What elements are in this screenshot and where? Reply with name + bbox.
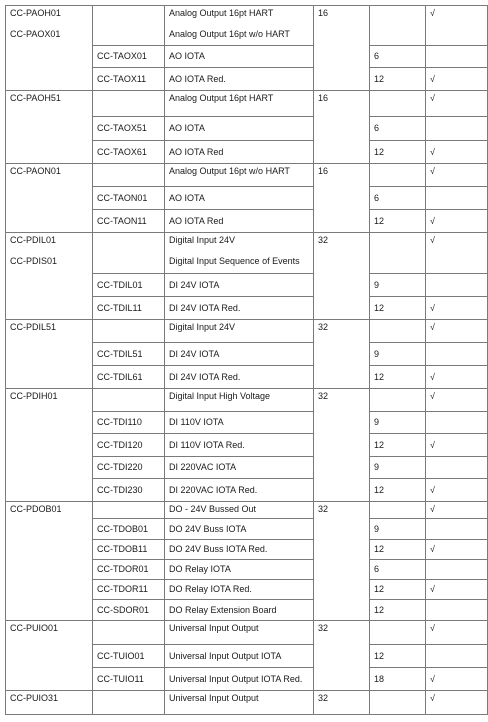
- check-mark: √: [426, 366, 488, 389]
- description: Universal Input Output IOTA: [165, 645, 314, 668]
- module-table: [5, 5, 488, 715]
- check-mark: √: [426, 233, 488, 274]
- channels-cell: 16: [314, 91, 370, 164]
- description: DI 24V IOTA: [165, 274, 314, 297]
- iota-model: CC-TAON01: [93, 187, 165, 210]
- check-cell: [426, 46, 488, 68]
- check-mark: √: [426, 691, 488, 715]
- width-cell: [370, 621, 426, 645]
- width-value: 12: [370, 580, 426, 600]
- check-mark: √: [426, 141, 488, 164]
- description: Universal Input Output IOTA Red.: [165, 668, 314, 691]
- description: DI 110V IOTA Red.: [165, 434, 314, 457]
- table-row: [6, 502, 488, 519]
- width-value: 12: [370, 645, 426, 668]
- iota-model: CC-TAOX01: [93, 46, 165, 68]
- description: DI 24V IOTA Red.: [165, 297, 314, 320]
- width-value: 9: [370, 457, 426, 479]
- check-mark: √: [426, 389, 488, 412]
- module-cell: [6, 233, 93, 320]
- description: AO IOTA: [165, 46, 314, 68]
- iota-cell: [93, 691, 165, 715]
- table-row: [6, 320, 488, 343]
- iota-model: CC-TDOR11: [93, 580, 165, 600]
- iota-cell: [93, 320, 165, 343]
- check-mark: √: [426, 668, 488, 691]
- channels-cell: 32: [314, 320, 370, 389]
- width-value: 9: [370, 274, 426, 297]
- width-cell: [370, 389, 426, 412]
- module-model: CC-PAOH51: [6, 91, 93, 164]
- iota-model: CC-TDOB01: [93, 519, 165, 540]
- table-row: [6, 6, 488, 46]
- iota-model: CC-SDOR01: [93, 600, 165, 621]
- description: AO IOTA Red: [165, 141, 314, 164]
- channels-cell: 32: [314, 502, 370, 621]
- width-cell: [370, 6, 426, 46]
- iota-model: CC-TDIL01: [93, 274, 165, 297]
- channels-cell: 32: [314, 389, 370, 502]
- iota-cell: [93, 502, 165, 519]
- iota-cell: [93, 233, 165, 274]
- width-value: 12: [370, 434, 426, 457]
- width-cell: [370, 91, 426, 117]
- module-model: CC-PUIO01: [6, 621, 93, 691]
- module-model: CC-PUIO31: [6, 691, 93, 715]
- check-cell: [426, 117, 488, 141]
- check-mark: √: [426, 91, 488, 117]
- iota-model: CC-TAOX51: [93, 117, 165, 141]
- description: Universal Input Output: [165, 621, 314, 645]
- iota-model: CC-TDI220: [93, 457, 165, 479]
- iota-model: CC-TUIO01: [93, 645, 165, 668]
- table-row: [6, 91, 488, 117]
- iota-model: CC-TDI120: [93, 434, 165, 457]
- iota-cell: [93, 6, 165, 46]
- description: DI 24V IOTA Red.: [165, 366, 314, 389]
- channels-cell: 16: [314, 6, 370, 91]
- description: AO IOTA Red: [165, 210, 314, 233]
- channels-cell: 32: [314, 691, 370, 715]
- width-value: 6: [370, 187, 426, 210]
- check-mark: √: [426, 540, 488, 560]
- description: DI 220VAC IOTA Red.: [165, 479, 314, 502]
- check-cell: [426, 560, 488, 580]
- description: DI 24V IOTA: [165, 343, 314, 366]
- description: DO Relay Extension Board: [165, 600, 314, 621]
- iota-model: CC-TDOR01: [93, 560, 165, 580]
- description: DI 220VAC IOTA: [165, 457, 314, 479]
- description: DO Relay IOTA Red.: [165, 580, 314, 600]
- iota-model: CC-TAOX11: [93, 68, 165, 91]
- check-mark: √: [426, 479, 488, 502]
- width-value: 6: [370, 46, 426, 68]
- description-cell: [165, 6, 314, 46]
- width-value: 12: [370, 600, 426, 621]
- description: Digital Input 24V: [169, 235, 236, 245]
- check-cell: [426, 457, 488, 479]
- description: DI 110V IOTA: [165, 412, 314, 434]
- check-mark: √: [426, 502, 488, 519]
- description: AO IOTA Red.: [165, 68, 314, 91]
- table-row: [6, 233, 488, 274]
- check-mark: √: [426, 297, 488, 320]
- width-value: 18: [370, 668, 426, 691]
- channels-cell: 32: [314, 621, 370, 691]
- check-mark: √: [426, 164, 488, 187]
- description: AO IOTA: [165, 117, 314, 141]
- check-cell: [426, 519, 488, 540]
- width-cell: [370, 502, 426, 519]
- width-cell: [370, 320, 426, 343]
- description: Digital Input 24V: [165, 320, 314, 343]
- width-value: 9: [370, 412, 426, 434]
- iota-model: CC-TDIL11: [93, 297, 165, 320]
- table-row: [6, 389, 488, 412]
- width-value: 12: [370, 479, 426, 502]
- module-model: CC-PAON01: [6, 164, 93, 233]
- description: DO Relay IOTA: [165, 560, 314, 580]
- check-mark: √: [426, 210, 488, 233]
- module-model: CC-PAOX01: [10, 29, 61, 39]
- description: DO 24V Buss IOTA Red.: [165, 540, 314, 560]
- table-row: [6, 164, 488, 187]
- check-mark: √: [426, 434, 488, 457]
- check-mark: √: [426, 320, 488, 343]
- width-value: 12: [370, 366, 426, 389]
- iota-model: CC-TDOB11: [93, 540, 165, 560]
- check-cell: [426, 187, 488, 210]
- width-value: 9: [370, 343, 426, 366]
- width-value: 6: [370, 117, 426, 141]
- description: Universal Input Output: [165, 691, 314, 715]
- check-cell: [426, 645, 488, 668]
- description: DO 24V Buss IOTA: [165, 519, 314, 540]
- iota-model: CC-TDIL61: [93, 366, 165, 389]
- channels-cell: 16: [314, 164, 370, 233]
- check-cell: [426, 600, 488, 621]
- description-cell: [165, 233, 314, 274]
- width-cell: [370, 164, 426, 187]
- description: Analog Output 16pt HART: [169, 8, 274, 18]
- description: AO IOTA: [165, 187, 314, 210]
- module-model: CC-PDIS01: [10, 256, 58, 266]
- description: Analog Output 16pt HART: [165, 91, 314, 117]
- width-value: 12: [370, 297, 426, 320]
- check-mark: √: [426, 68, 488, 91]
- width-value: 9: [370, 519, 426, 540]
- width-value: 12: [370, 141, 426, 164]
- check-mark: √: [426, 580, 488, 600]
- channels-cell: 32: [314, 233, 370, 320]
- iota-model: CC-TAON11: [93, 210, 165, 233]
- description: Digital Input Sequence of Events: [169, 256, 300, 266]
- iota-model: CC-TDIL51: [93, 343, 165, 366]
- iota-model: CC-TDI110: [93, 412, 165, 434]
- width-cell: [370, 233, 426, 274]
- description: Analog Output 16pt w/o HART: [165, 164, 314, 187]
- width-value: 6: [370, 560, 426, 580]
- width-value: 12: [370, 68, 426, 91]
- width-cell: [370, 691, 426, 715]
- check-mark: √: [426, 621, 488, 645]
- module-model: CC-PAOH01: [10, 8, 61, 18]
- width-value: 12: [370, 210, 426, 233]
- module-model: CC-PDIL51: [6, 320, 93, 389]
- check-mark: √: [426, 6, 488, 46]
- module-model: CC-PDIH01: [6, 389, 93, 502]
- check-cell: [426, 274, 488, 297]
- iota-cell: [93, 389, 165, 412]
- table-row: [6, 621, 488, 645]
- module-cell: [6, 6, 93, 91]
- check-cell: [426, 412, 488, 434]
- iota-model: CC-TAOX61: [93, 141, 165, 164]
- width-value: 12: [370, 540, 426, 560]
- module-model: CC-PDIL01: [10, 235, 57, 245]
- iota-cell: [93, 164, 165, 187]
- iota-model: CC-TUIO11: [93, 668, 165, 691]
- description: Analog Output 16pt w/o HART: [169, 29, 290, 39]
- table-row: [6, 691, 488, 715]
- module-model: CC-PDOB01: [6, 502, 93, 621]
- iota-cell: [93, 621, 165, 645]
- check-cell: [426, 343, 488, 366]
- description: DO - 24V Bussed Out: [165, 502, 314, 519]
- iota-model: CC-TDI230: [93, 479, 165, 502]
- iota-cell: [93, 91, 165, 117]
- description: Digital Input High Voltage: [165, 389, 314, 412]
